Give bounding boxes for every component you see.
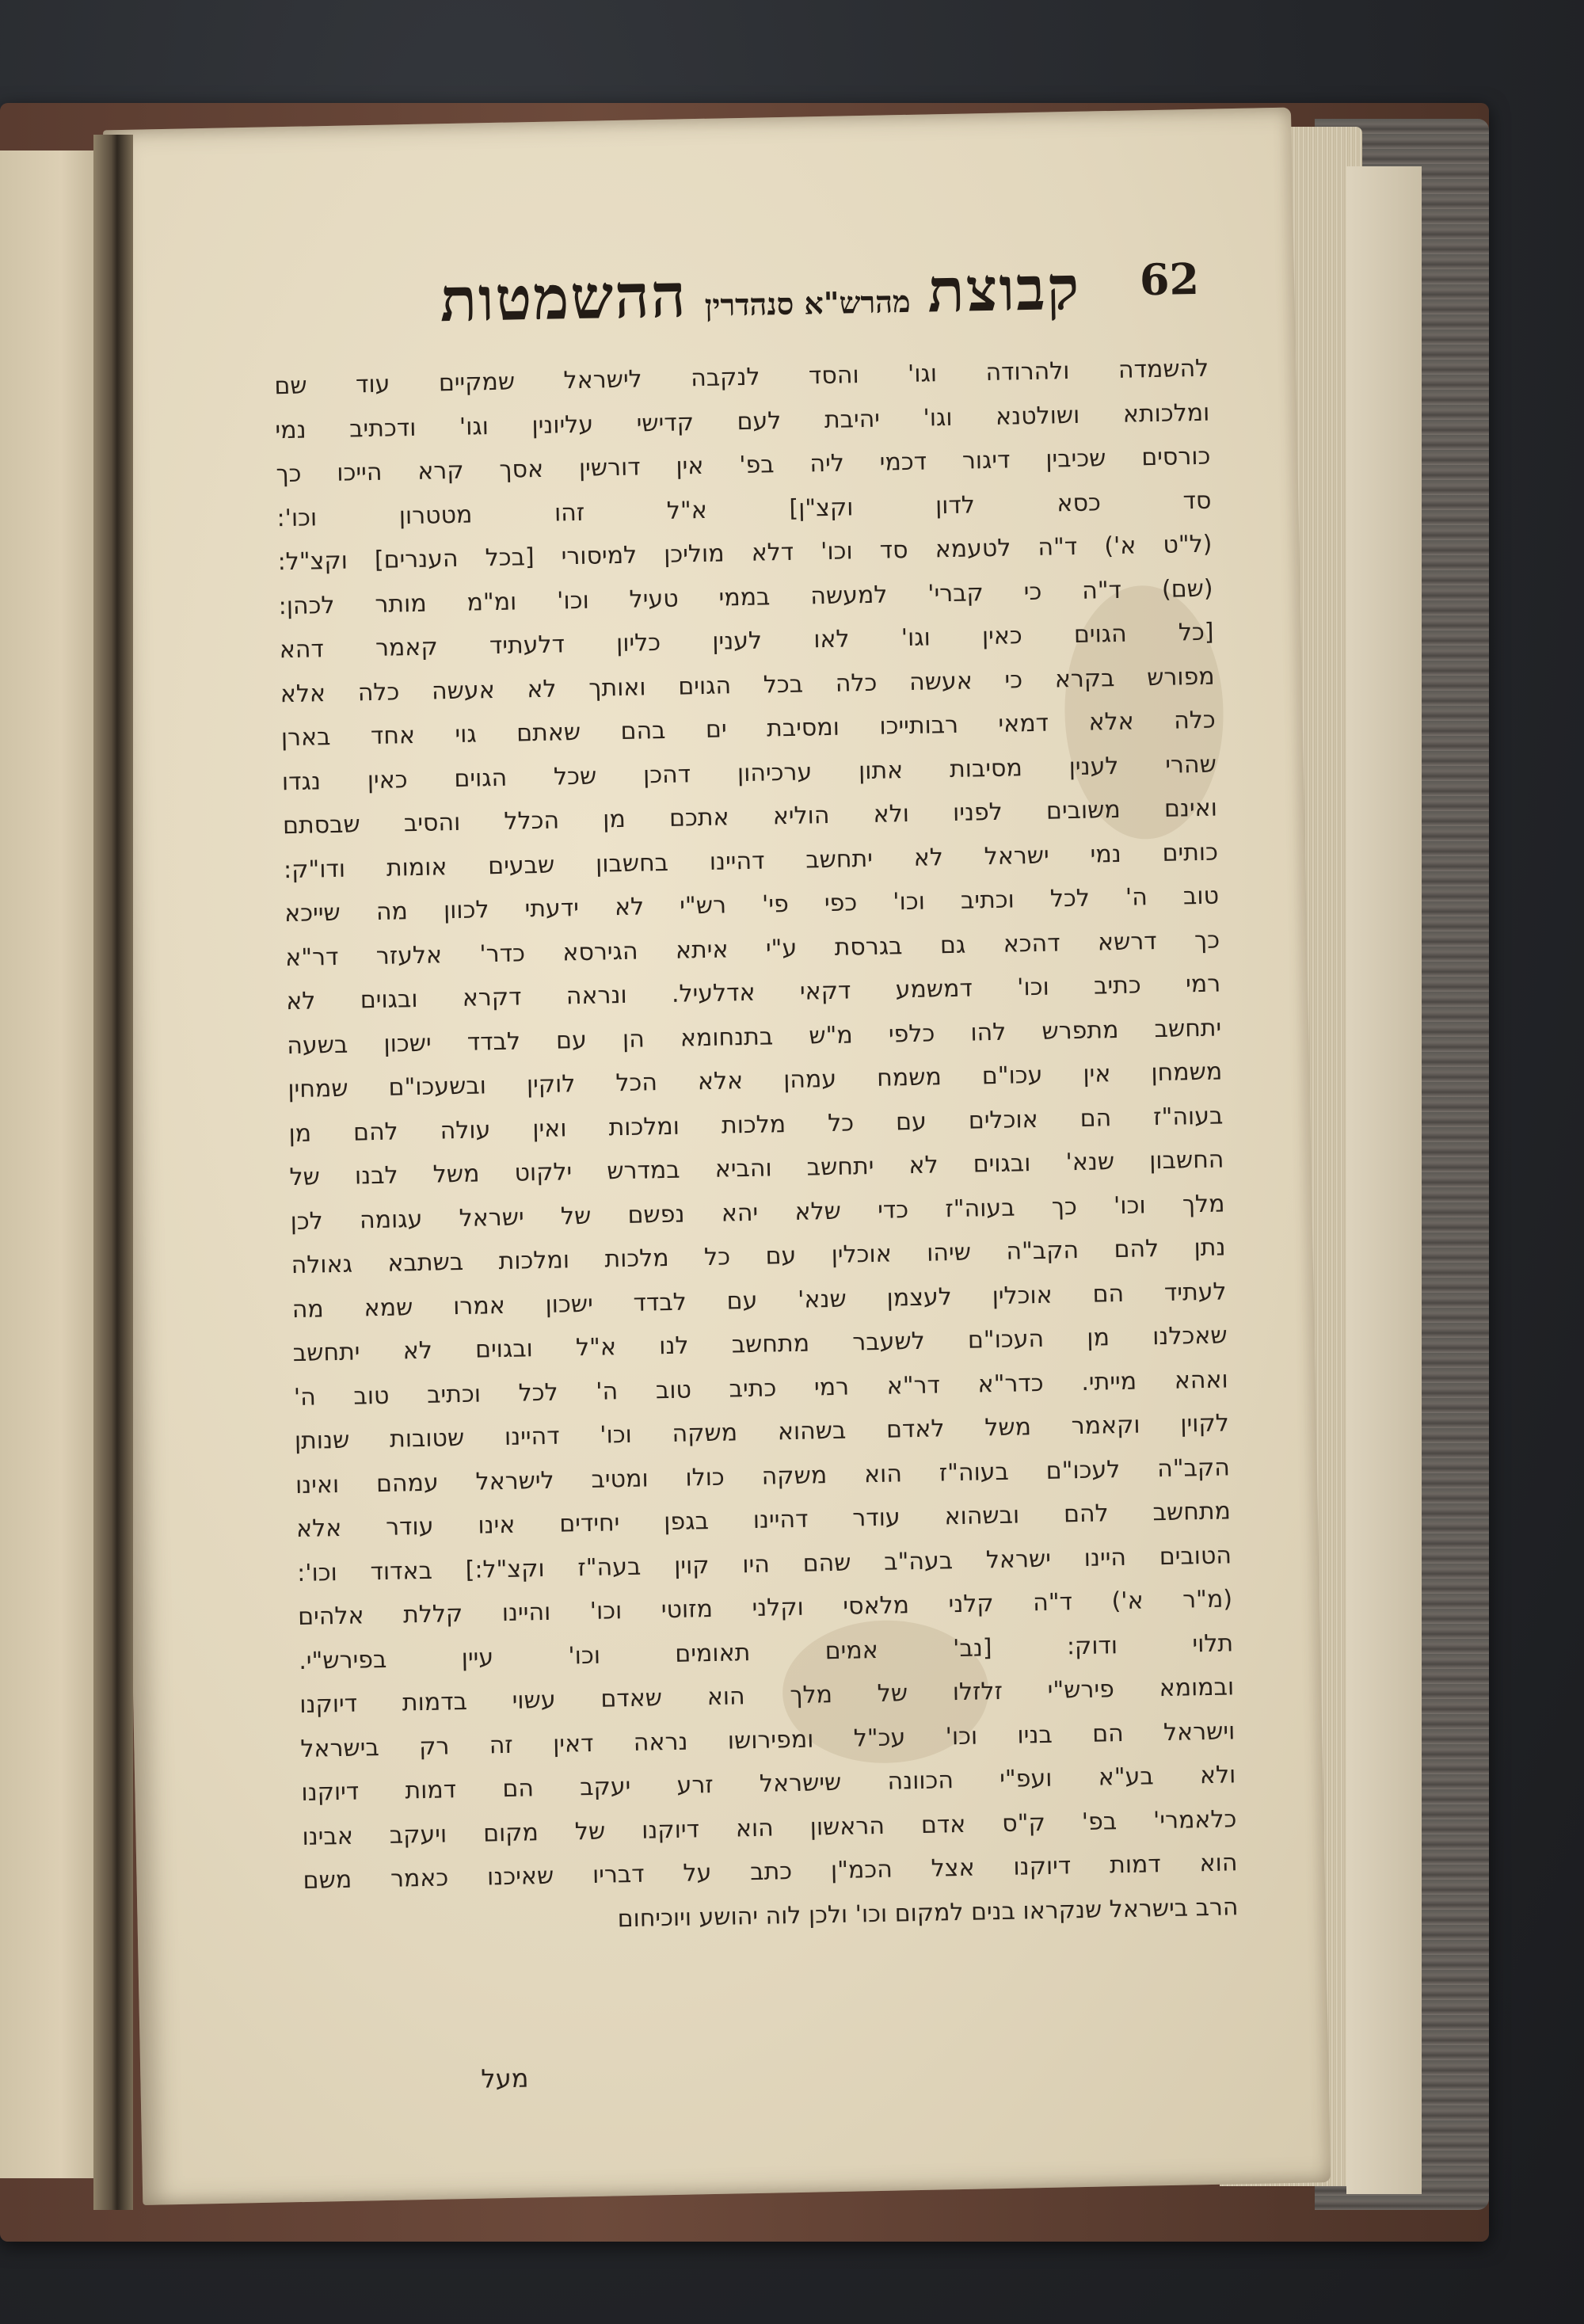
text-line: וישראל הם בניו וכו' עכ"ל ומפירושו נראה דאין זה רק בישראל xyxy=(300,1716,1236,1763)
text-line: נתן להם הקב"ה שיהו אוכלין עם כל מלכות ומלכות בשתבא גאולה xyxy=(291,1233,1226,1280)
text-line: כלה אלא דמאי רבותייכו ומסיבת ים בהם שאתם גוי אחד בארן xyxy=(280,706,1217,752)
running-title-main: קבוצת xyxy=(927,252,1082,326)
text-line: החשבון שנא' ובגוים לא יתחשב והביא במדרש ילקוט משל לבנו של xyxy=(289,1145,1224,1192)
text-line: הקב"ה לעכו"ם בעוה"ז הוא משקה כולו ומטיב לישראל עמהם ואינו xyxy=(295,1453,1231,1499)
text-line: כורסים שכיבין דיגור דכמי ליה בפ' אין דורשין אסך קרא הייכו כך xyxy=(276,442,1211,489)
text-line: ואהא מייתי. כדר"א דר"א רמי כתיב טוב ה' לכל וכתיב טוב ה' xyxy=(293,1365,1229,1412)
text-line: כך דרשא דהכא גם בגרסת ע"י איתא הגירסא כדר' אלעזר דר"א xyxy=(284,926,1220,972)
text-line: (ל"ט א') ד"ה לטעמא סד וכו' דלא מוליכן למיסורי [בכל הענרים] וקצ"ל: xyxy=(277,530,1213,577)
text-line: מתחשב להם ובשהוא עודר דהיינו בגפן יחידים אינו עודר אלא xyxy=(295,1497,1232,1544)
page-header xyxy=(264,243,1200,356)
text-line: רמי כתיב וכו' דמשמע דקאי אדלעיל. ונראה דקרא ובגוים לא xyxy=(285,970,1221,1016)
right-page xyxy=(103,108,1331,2205)
text-line: מפורש בקרא כי אעשה כלה בכל הגוים ואותך לא אעשה כלה אלא xyxy=(280,662,1215,708)
text-line: יתחשב מתפרש להו כלפי מ"ש בתנחומא הן עם לבדד ישכון בשעה xyxy=(287,1014,1222,1060)
page-number: 62 xyxy=(1139,253,1200,306)
text-line: שאכלנו מן העכו"ם לשעבר מתחשב לנו א"ל ובגוים לא יתחשב xyxy=(292,1321,1228,1368)
text-line: מלך וכו' כך בעוה"ז כדי שלא יהא נפשם של ישראל עגומה לכן xyxy=(290,1189,1225,1236)
running-title-small: מהרש"א סנהדרין xyxy=(704,283,911,323)
text-line: (שם) ד"ה כי קברי' למעשה בממי טעיל וכו' ומ"מ מותר לכהן: xyxy=(278,574,1213,620)
text-line: הוא דמות דיוקנו אצל הכמ"ן כתב על דבריו שאיכנו כאמר משם xyxy=(303,1849,1238,1895)
text-line: תלוי ודוק: [נב' אמים תאומים וכו' עיין בפירש"י. xyxy=(298,1629,1234,1675)
text-line: סד כסא לדון וקצ"ן] א"ל זהו מטטרון וכו': xyxy=(276,486,1212,532)
text-line: כותים נמי ישראל לא יתחשב דהיינו בחשבון שבעים אומות ודו"ק: xyxy=(283,838,1219,884)
text-line: טוב ה' לכל וכתיב וכו' כפי פי' רש"י לא ידעתי לכוון מה שייכא xyxy=(284,882,1220,928)
running-title-end: ההשמטות xyxy=(439,260,688,336)
text-line: לקוין וקאמר משל לאדם בשהוא משקה וכו' דהיינו שטובות שנותן xyxy=(294,1409,1230,1456)
text-line: משמחן אין עכו"ם משמח עמהן אלא הכל לוקין ובשעכו"ם שמחין xyxy=(287,1057,1223,1104)
loose-leaf xyxy=(1346,166,1422,2194)
text-line: לעתיד הם אוכלין לעצמן שנא' עם לבדד ישכון אמרו שמא מה xyxy=(291,1277,1227,1324)
text-line: (מ"ר א') ד"ה קלני מלאסי וקלני מזוטי וכו' והיינו קללת אלהים xyxy=(297,1585,1233,1632)
text-line: ואינם משובים לפניו ולא הוליא אתכם מן הכלל והסיב שבסתם xyxy=(282,794,1218,840)
text-line: ולא בע"א ועפ"י הכוונה שישראל זרע יעקב הם דמות דיוקנו xyxy=(301,1761,1236,1807)
text-line: ומלכותא ושולטנא וגו' יהיבת לעם קדישי עליונין וגו' ודכתיב נמי xyxy=(275,398,1210,444)
text-line: הטובים היינו ישראל בעה"ב שהם היו קוין בעה"ז וקצ"ל:] באדוד וכו': xyxy=(296,1541,1232,1587)
body-text xyxy=(274,347,1239,1947)
text-line: הרב בישראל שנקראו בנים למקום וכו' ולכן לוה יהושע ויוכיחום xyxy=(617,1892,1239,1933)
text-line: [כל הגוים כאין וגו' לאו לענין כליון דלעתיד קאמר דהא xyxy=(279,618,1214,665)
book-gutter xyxy=(93,135,133,2210)
running-title xyxy=(440,253,1081,337)
text-line: כלאמרי' בפ' ק"ס אדם הראשון הוא דיוקנו של מקום ויעקב אבינו xyxy=(302,1804,1237,1851)
catchword: מעל xyxy=(481,2063,529,2094)
text-line: להשמדה ולהרודה וגו' והסד לנקבה לישראל שמקיים עוד שם xyxy=(274,354,1209,401)
text-line: בעוה"ז הם אוכלים עם כל מלכות ומלכות ואין עולה להם מן xyxy=(288,1101,1224,1148)
text-line: ובמומא פירש"י זלזלו של מלך הוא שאדם עשוי בדמות דיוקנו xyxy=(299,1673,1235,1719)
text-line: שהרי לענין מסיבות אתון ערכיהון דהכן שכל הגוים כאין נגדו xyxy=(281,750,1217,796)
